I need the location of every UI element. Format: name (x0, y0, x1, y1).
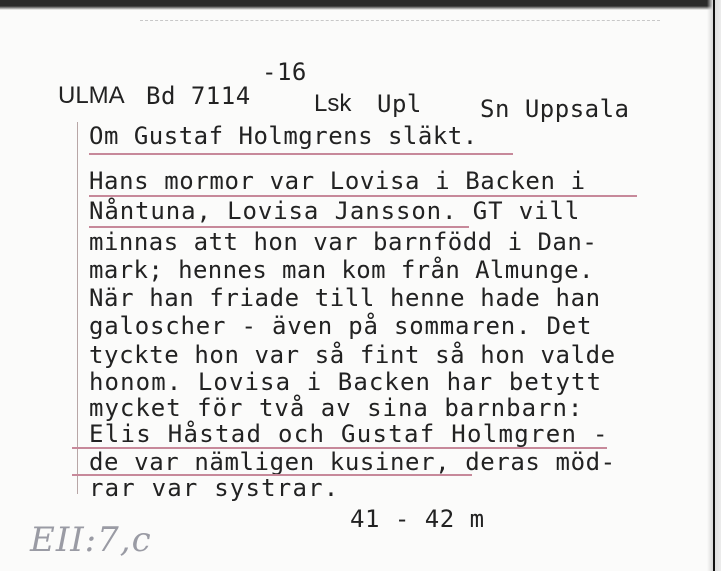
margin-line (77, 122, 78, 494)
body-line: mycket för två av sina barnbarn: (89, 394, 584, 422)
body-line: Hans mormor var Lovisa i Backen i (89, 167, 586, 195)
body-line: tyckte hon var så fint så hon valde (89, 341, 616, 369)
body-line: minnas att hon var barnfödd i Dan- (89, 228, 598, 256)
scan-right-border (713, 0, 715, 571)
page-reference: 41 - 42 m (350, 505, 485, 533)
body-line: Nåntuna, Lovisa Jansson. GT vill (89, 197, 581, 225)
county-label-rest: Upl (377, 90, 422, 118)
scan-top-edge (0, 0, 721, 10)
body-line: När han friade till henne hade han (89, 284, 601, 312)
perforation-line (140, 20, 660, 21)
body-line: mark; hennes man kom från Almunge. (89, 256, 594, 284)
body-line: Elis Håstad och Gustaf Holmgren - (89, 420, 609, 448)
body-line: galoscher - även på sommaren. Det (89, 312, 593, 340)
pencil-annotation: EII:7,c (30, 520, 152, 560)
highlight-underline (72, 447, 607, 449)
parish-label: Sn Uppsala (480, 95, 630, 123)
body-line: honom. Lovisa i Backen har betytt (89, 368, 603, 396)
highlight-underline (89, 195, 637, 197)
county-label: Lsk (314, 90, 352, 117)
archive-code: ULMA (58, 82, 125, 109)
body-line: de var nämligen kusiner, deras möd- (89, 448, 616, 476)
body-line: rar var systrar. (89, 474, 340, 502)
title-underline (89, 153, 513, 155)
volume-number: Bd 7114 (146, 82, 251, 110)
highlight-underline (89, 226, 469, 228)
card-title: Om Gustaf Holmgrens släkt. (89, 122, 478, 150)
page-number: -16 (262, 58, 307, 86)
highlight-underline (72, 474, 472, 476)
